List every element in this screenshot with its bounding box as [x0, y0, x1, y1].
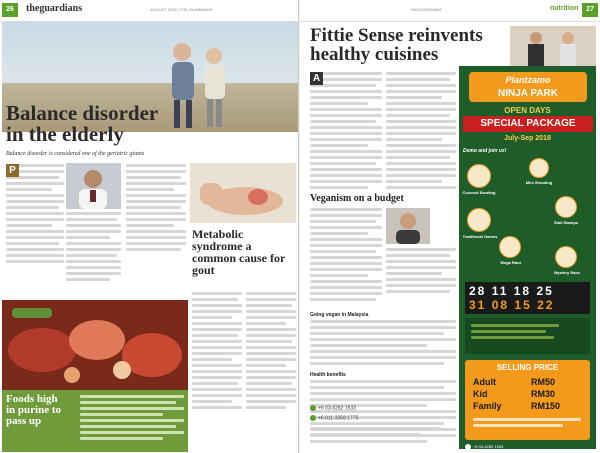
left-headline [6, 103, 158, 145]
left-dropcap: P [6, 164, 19, 177]
event-coconut-icon [467, 164, 491, 188]
selling-price-title: SELLING PRICE [496, 363, 559, 372]
foot-illustration [190, 163, 296, 223]
meat-and-seafood-illustration [2, 300, 188, 390]
gout-col-1 [192, 292, 242, 412]
chef-photo [510, 26, 596, 66]
ad-brand-banner [469, 72, 587, 102]
date-6: 08 [491, 298, 510, 312]
contact-1: +6 03-6282 1533 [473, 444, 504, 449]
people-illustration [510, 26, 596, 66]
event-shooting-icon [529, 158, 549, 178]
date-7: 15 [514, 298, 532, 312]
ad-special-package: SPECIAL PACKAGE [463, 116, 593, 132]
ninja-park-advert [459, 66, 596, 449]
foods-box [2, 390, 188, 452]
health-subhead: Health benefits [310, 372, 346, 378]
vegan-malaysia-subhead: Going vegan in Malaysia [310, 312, 369, 318]
left-deck: Balance disorder is considered one of the geriatric giants [6, 151, 145, 157]
right-page-number: 27 [582, 3, 598, 17]
gout-col-2 [246, 292, 296, 412]
event-2-label: Mini Shooting [525, 180, 553, 185]
date-1: 28 [469, 284, 487, 298]
right-article-col-4 [386, 248, 456, 296]
event-race-icon [499, 236, 521, 258]
phone-icon [465, 444, 471, 449]
event-mystery-icon [555, 246, 577, 268]
contact-line-1 [310, 405, 356, 411]
left-headline-line-2: in the elderly [6, 122, 124, 146]
foods-headline [6, 394, 74, 427]
date-5: 31 [469, 298, 487, 312]
price-value-adult: RM50 [531, 377, 556, 387]
right-headline-line-2: healthy cuisines [310, 44, 439, 65]
left-article-col-2 [66, 212, 121, 284]
price-value-family: RM150 [531, 401, 561, 411]
ad-date-range: July-Sep 2018 [504, 135, 551, 142]
contact-block [465, 444, 503, 449]
price-label-family: Family [473, 401, 502, 411]
schedule-box [465, 318, 590, 354]
event-6-label: Mystery Race [554, 270, 580, 275]
event-5-label: Mega Race [500, 260, 522, 265]
right-article-col-5 [310, 320, 456, 368]
dates-row-1 [469, 284, 554, 298]
price-label-adult: Adult [473, 377, 496, 387]
left-folio [0, 0, 298, 22]
contact-strip [310, 398, 455, 448]
dates-row-2 [469, 298, 554, 312]
event-games-icon [467, 208, 491, 232]
phone-icon-3 [310, 415, 316, 421]
right-headline-line-1: Fittie Sense reinvents [310, 25, 483, 46]
price-value-kid: RM30 [531, 389, 556, 399]
left-headline-line-1: Balance disorder [6, 101, 159, 125]
price-box [465, 360, 590, 440]
right-headline [310, 26, 483, 64]
left-article-col-1 [6, 164, 64, 266]
ad-open-days: OPEN DAYS [504, 106, 551, 115]
right-dropcap: A [310, 72, 323, 85]
foods-headline-line-2: in purine to [6, 404, 62, 416]
vegan-subhead: Veganism on a budget [310, 193, 404, 204]
gout-headline: Metabolic syndrome a common cause for gout [192, 227, 286, 277]
event-4-label: Stall Stamps [553, 220, 578, 225]
brand-part-1: thegua [26, 3, 55, 14]
contact-line-2 [310, 415, 358, 421]
ad-brand-line-2: NINJA PARK [497, 88, 558, 99]
left-page [0, 0, 299, 453]
left-page-number: 26 [2, 3, 18, 17]
left-article-col-3 [126, 164, 186, 254]
brand-part-2: rdians [54, 3, 83, 14]
right-section: nutrition [550, 5, 579, 12]
person-portrait-icon [386, 208, 430, 244]
date-2: 11 [491, 284, 509, 298]
date-3: 18 [513, 284, 532, 298]
dates-block [465, 282, 590, 314]
doctor-portrait-icon [66, 163, 121, 209]
ad-brand-line-1: Plantzamo [505, 75, 551, 85]
event-3-label: Traditional Games [462, 234, 498, 239]
contact-1-alt: +6 03-6282 1533 [318, 405, 356, 412]
doctor-photo [66, 163, 121, 209]
foods-headline-line-1: Foods high [6, 393, 58, 405]
date-4: 25 [536, 284, 554, 298]
price-label-kid: Kid [473, 389, 488, 399]
food-photo [2, 300, 188, 390]
left-date-line: AUGUST 2018 | THE GUARDIANS [150, 7, 213, 12]
right-meta: THEGUARDIANS [410, 7, 442, 12]
right-article-col-1 [310, 72, 382, 192]
event-1-label: Coconut Bowling [462, 190, 496, 195]
price-labels [473, 376, 502, 412]
price-values [531, 376, 560, 412]
contact-2: +6 011-3358 1775 [318, 415, 359, 422]
left-brand [26, 3, 82, 14]
date-8: 22 [537, 298, 555, 312]
right-article-col-2 [386, 72, 456, 192]
vegan-photo [386, 208, 430, 244]
foods-list [80, 395, 184, 443]
gout-photo [190, 163, 296, 223]
event-stamp-icon [555, 196, 577, 218]
right-article-col-3 [310, 208, 382, 304]
right-folio [300, 0, 600, 22]
ad-demo-label: Demo and join us! [463, 148, 507, 154]
foods-headline-line-3: pass up [6, 415, 42, 427]
phone-icon-2 [310, 405, 316, 411]
